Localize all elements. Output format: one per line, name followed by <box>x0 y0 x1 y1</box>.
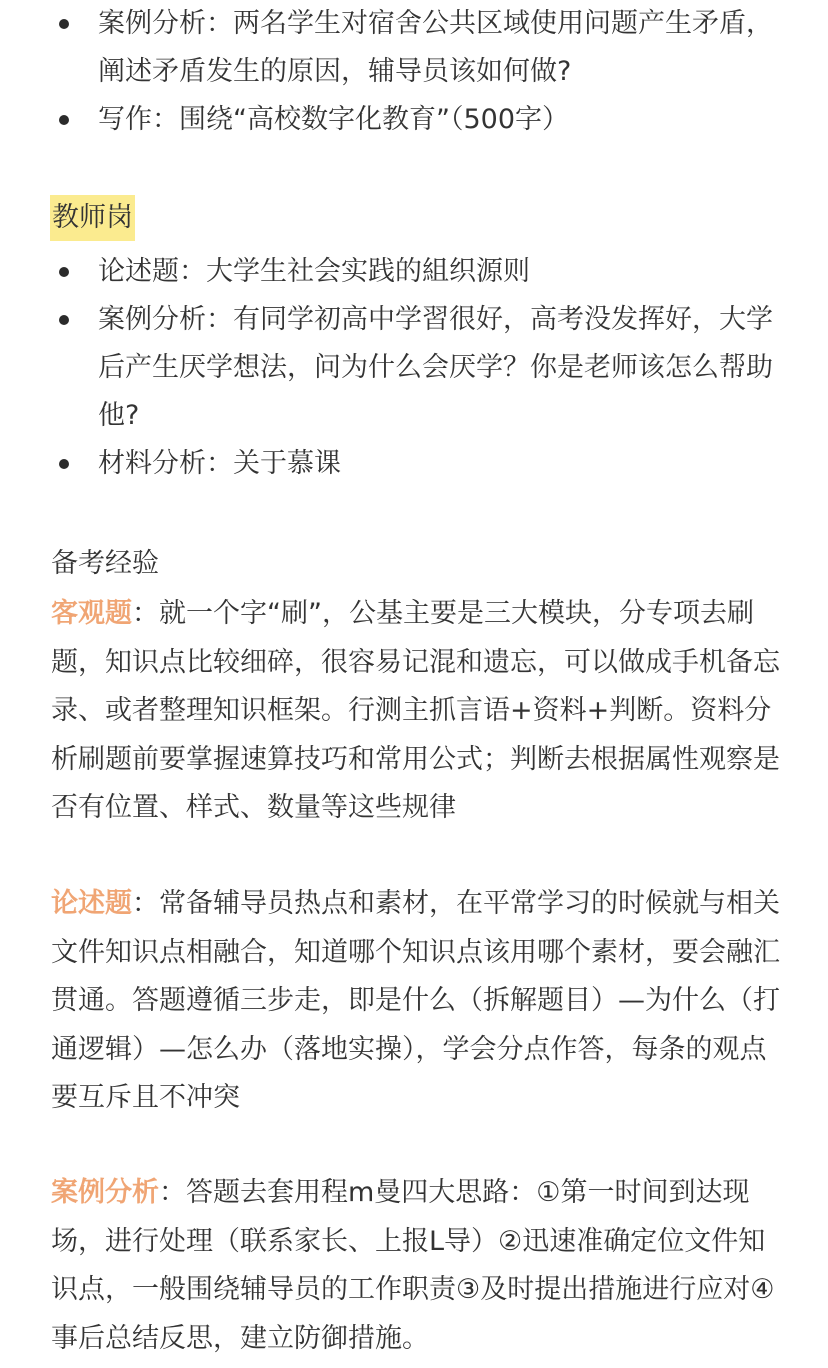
bullet-icon <box>59 19 69 29</box>
list-item-text: 案例分析：两名学生对宿舍公共区域使用问题产生矛盾，阐述矛盾发生的原因，辅导员该如何做? <box>98 8 773 87</box>
teacher-section-title: 教师岗 <box>50 195 135 241</box>
exam-topics-list <box>0 0 828 144</box>
objective-label: 客观题 <box>51 598 132 629</box>
list-item <box>0 440 828 488</box>
bullet-icon <box>59 267 69 277</box>
list-item <box>0 296 828 440</box>
list-item <box>0 0 828 96</box>
essay-label: 论述题 <box>51 888 132 919</box>
essay-paragraph <box>51 880 781 1123</box>
case-analysis-text: ：答题去套用程m曼四大思路：①第一时间到达现场，进行处理（联系家长、上报L导）②迅速准确定位文件知识点，一般围绕辅导员的工作职责③及时提出措施进行应对④事后总结反思，建立防御措施。 <box>51 1177 775 1354</box>
essay-text: ：常备辅导员热点和素材，在平常学习的时候就与相关文件知识点相融合，知道哪个知识点该用哪个素材，要会融汇贯通。答题遵循三步走，即是什么（拆解题目）—为什么（打通逻辑）—怎么办（落地实操），学会分点作答，每条的观点要互斥且不冲突 <box>51 888 780 1113</box>
bullet-icon <box>59 459 69 469</box>
list-item-text: 写作：围绕“高校数字化教育”（500字） <box>98 104 570 135</box>
experience-heading: 备考经验 <box>51 548 159 579</box>
objective-text: ：就一个字“刷”，公基主要是三大模块，分专项去刷题，知识点比较细碎，很容易记混和遗忘，可以做成手机备忘录、或者整理知识框架。行测主抓言语+资料+判断。资料分析刷题前要掌握速算技巧和常用公式；判断去根据属性观察是否有位置、样式、数量等这些规律 <box>51 598 780 823</box>
list-item-text: 案例分析：有同学初高中学習很好，高考没发挥好，大学后产生厌学想法，问为什么会厌学？你是老师该怎么帮助他? <box>98 304 773 431</box>
list-item <box>0 248 828 296</box>
bullet-icon <box>59 115 69 125</box>
list-item-text: 材料分析：关于慕课 <box>98 448 341 479</box>
bullet-icon <box>59 315 69 325</box>
list-item <box>0 96 828 144</box>
case-analysis-paragraph <box>51 1169 781 1363</box>
objective-paragraph <box>51 590 781 833</box>
teacher-topics-list <box>0 248 828 488</box>
list-item-text: 论述题：大学生社会实践的組织源则 <box>98 256 530 287</box>
case-analysis-label: 案例分析 <box>51 1177 159 1208</box>
